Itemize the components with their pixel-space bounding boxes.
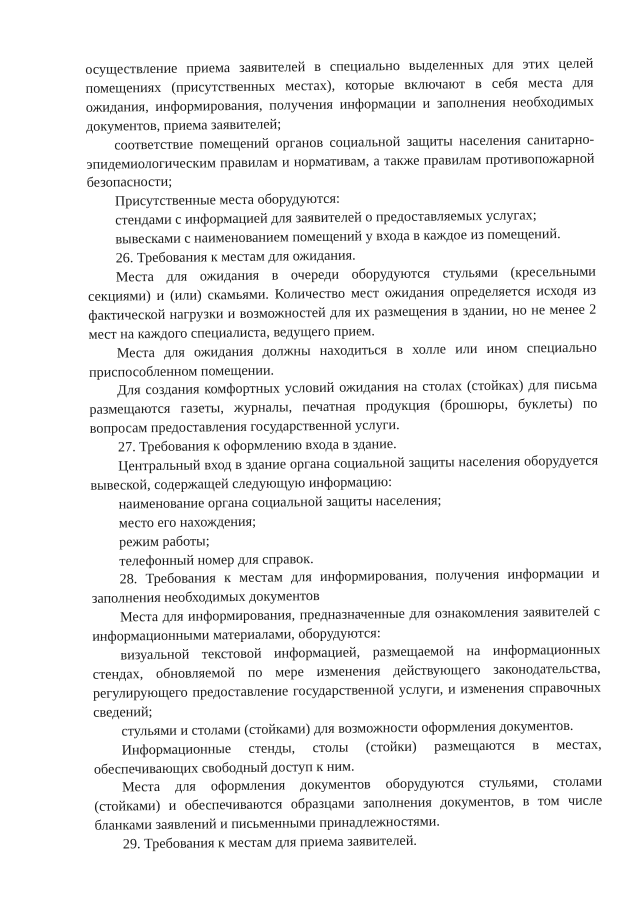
paragraph: Присутственные места оборудуются: [114,191,341,210]
section-heading: 26. Требования к местам для ожидания. [115,247,356,267]
section-heading: 27. Требования к оформлению входа в здание. [117,436,397,456]
paragraph: Информационные стенды, столы (стойки) размещаются в местах, обеспечивающих свободный доступ к ним. [93,736,602,778]
paragraph: стендами с информацией для заявителей о предоставляемых услугах; [115,207,537,229]
section-heading: 28. Требования к местам для информирования, получения информации и заполнения необходимых документов [91,566,600,608]
list-item: место его нахождения; [118,513,257,532]
document-body [85,55,603,855]
paragraph: Места для ожидания должны находиться в холле или ином специально приспособленном помещении. [88,339,597,381]
paragraph: соответствие помещений органов социальной защиты населения санитарно-эпидемиологическим правилам и нормативам, а также правилам противопожарной безопасности; [86,131,595,192]
paragraph: Места для ожидания в очереди оборудуются стульями (кресельными секциями) и (или) скамьями. Количество мест ожидания определяется исходя из фактической нагрузки и возможностей для их размещения в здании, но не менее 2 мест на каждого специалиста, ведущего прием. [88,263,597,343]
list-item: телефонный номер для справок. [119,550,314,570]
paragraph: визуальной текстовой информацией, размещаемой на информационных стендах, обновляемой по мере изменения действующего законодательства, регулирующего предоставление государственной услуги, и изменения справочных сведений; [92,641,602,721]
paragraph: стульями и столами (стойками) для возможности оформления документов. [121,717,574,740]
paragraph: Места для информирования, предназначенные для ознакомления заявителей с информационными материалами, оборудуются: [92,603,601,645]
paragraph: вывесками с наименованием помещений у входа в каждое из помещений. [115,226,561,248]
paragraph: Центральный вход в здание органа социальной защиты населения оборудуется вывеской, содержащей следующую информацию: [90,452,599,494]
list-item: режим работы; [119,533,210,551]
paragraph: осуществление приема заявителей в специально выделенных для этих целей помещениях (присутственных местах), которые включают в себя места для ожидания, информирования, получения информации и заполнения необходимых документов, приема заявителей; [85,55,594,135]
list-item: наименование органа социальной защиты населения; [118,492,442,513]
paragraph: Для создания комфортных условий ожидания на столах (стойках) для письма размещаются газеты, журналы, печатная продукция (брошюры, буклеты) по вопросам предоставления государственной услуги. [89,377,598,438]
paragraph: Места для оформления документов оборудуются стульями, столами (стойками) и обеспечиваются образцами заполнения документов, в том числе бланками заявлений и письменными принадлежностями. [94,774,603,835]
section-heading: 29. Требования к местам для приема заявителей. [122,833,418,853]
